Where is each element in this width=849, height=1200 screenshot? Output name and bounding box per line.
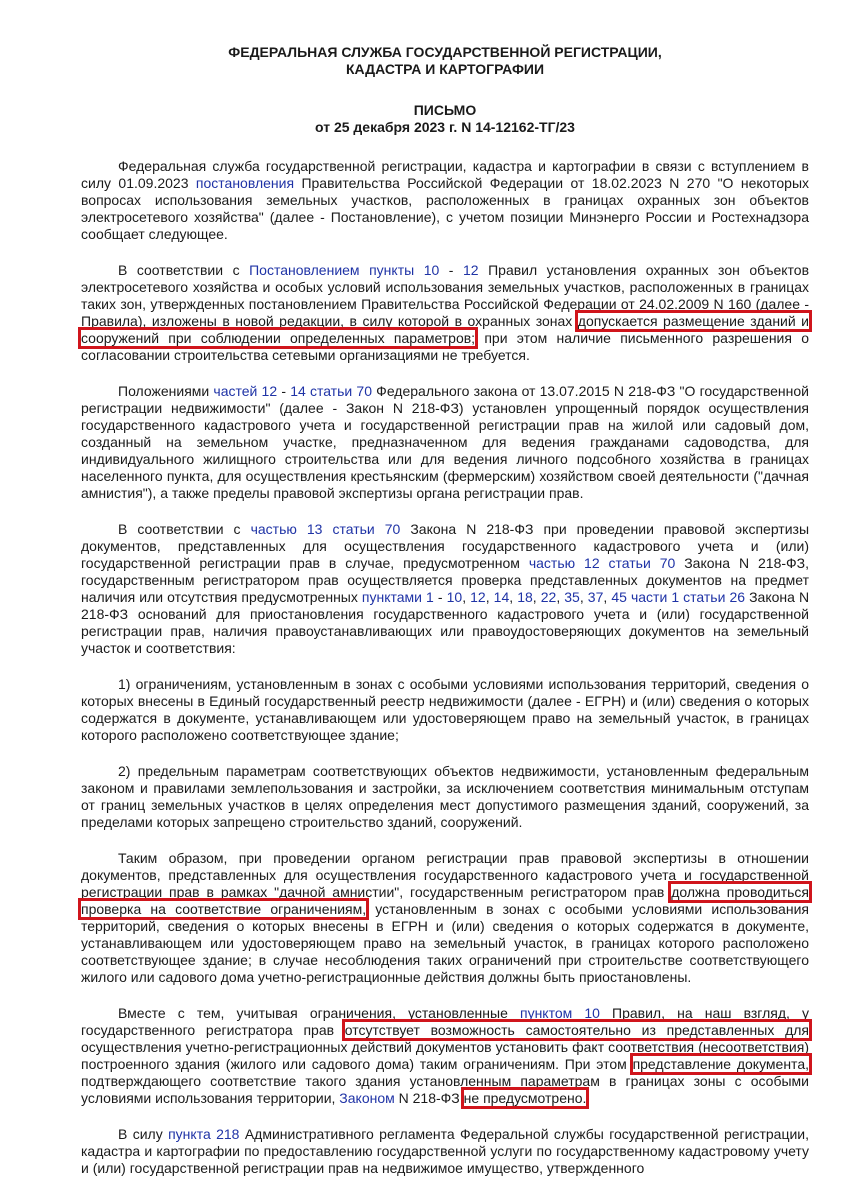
link-punkt-10[interactable]: 10 bbox=[446, 589, 463, 605]
link-punkta-218[interactable]: пункта 218 bbox=[168, 1126, 240, 1142]
link-punkt-35[interactable]: 35 bbox=[564, 589, 580, 605]
highlight-no-possibility: отсутствует возможность самостоятельно из представленных для bbox=[344, 1022, 809, 1038]
link-45-chasti-1-stati-26[interactable]: 45 части 1 статьи 26 bbox=[611, 589, 746, 605]
link-punkt-37[interactable]: 37 bbox=[587, 589, 604, 605]
link-punkt-12[interactable]: 12 bbox=[470, 589, 486, 605]
link-postanovleniem[interactable]: Постановлением bbox=[249, 262, 360, 278]
link-punkt-18[interactable]: 18 bbox=[517, 589, 533, 605]
paragraph-1: Федеральная служба государственной регистрации, кадастра и картографии в связи с вступлением в силу 01.09.2023 постановления Правительства Российской Федерации от 18.02.2023 N 270 "О некоторых вопросах использования земельных участков, расположенных в границах охранных зон объектов электросетевого хозяйства" (далее - Постановление), с учетом позиции Минэнерго России и Ростехнадзора сообщает следующее. bbox=[81, 158, 810, 242]
paragraph-9: В силу пункта 218 Административного регламента Федеральной службы государственной регистрации, кадастра и картографии по предоставлению государственной услуги по государственному кадастровому учету и (или) государственной регистрации прав на недвижимое имущество, утвержденного bbox=[81, 1126, 810, 1176]
letter-page bbox=[81, 44, 809, 1196]
document-type: ПИСЬМО bbox=[413, 102, 477, 118]
agency-name-line2: КАДАСТРА И КАРТОГРАФИИ bbox=[345, 61, 545, 77]
link-punktom-10[interactable]: пунктом 10 bbox=[519, 1005, 600, 1021]
highlight-check-required: должна проводиться проверка на соответствие ограничениям, bbox=[81, 884, 809, 917]
link-zakonom[interactable]: Законом bbox=[339, 1090, 395, 1106]
link-punkt-22[interactable]: 22 bbox=[540, 589, 557, 605]
paragraph-2: В соответствии с Постановлением пункты 10 - 12 Правил установления охранных зон объектов электросетевого хозяйства и особых условий использования земельных участков, расположенных в границах таких зон, утвержденных постановлением Правительства Российской Федерации от 24.02.2009 N 160 (далее - Правила), изложены в новой редакции, в силу которой в охранных зонах допускается размещение зданий и сооружений при соблюдении определенных параметров; при этом наличие письменного разрешения о согласовании строительства сетевыми организациями не требуется. bbox=[81, 262, 810, 363]
paragraph-8: Вместе с тем, учитывая ограничения, установленные пунктом 10 Правил, на наш взгляд, у государственного регистратора прав отсутствует возможность самостоятельно из представленных для осуществления учетно-регистрационных действий документов установить факт соответствия (несоответствия) построенного здания (жилого или садового дома) таким ограничениям. При этом представление документа, подтверждающего соответствие такого здания установленным параметрам в границах зоны с особыми условиями использования территории, Законом N 218-ФЗ не предусмотрено. bbox=[81, 1005, 809, 1106]
paragraph-3: Положениями частей 12 - 14 статьи 70 Федерального закона от 13.07.2015 N 218-ФЗ "О государственной регистрации недвижимости" (далее - Закон N 218-ФЗ) установлен упрощенный порядок осуществления государственного кадастрового учета и государственной регистрации прав на жилой или садовый дом, созданный на земельном участке, предназначенном для ведения гражданами садоводства, для индивидуального жилищного строительства или для ведения личного подсобного хозяйства в границах населенного пункта, для осуществления крестьянским (фермерским) хозяйством своей деятельности ("дачная амнистия"), а также пределы правовой экспертизы органа регистрации прав. bbox=[81, 383, 809, 501]
document-title-block bbox=[81, 102, 809, 136]
list-item-2: 2) предельным параметрам соответствующих объектов недвижимости, установленным федеральным законом и правилами землепользования и застройки, за исключением соответствия минимальным отступам от границ земельных участков в целях определения мест допустимого размещения зданий, сооружений, за пределами которых запрещено строительство зданий, сооружений. bbox=[81, 763, 809, 830]
link-punkt-14[interactable]: 14 bbox=[493, 589, 510, 605]
document-date-number: от 25 декабря 2023 г. N 14-12162-ТГ/23 bbox=[315, 119, 575, 135]
link-chastyu-12-stati-70[interactable]: частью 12 статьи 70 bbox=[528, 555, 676, 571]
link-punkty-10[interactable]: пункты 10 bbox=[369, 262, 440, 278]
highlight-not-provided: не предусмотрено. bbox=[463, 1090, 587, 1106]
agency-name-line1: ФЕДЕРАЛЬНАЯ СЛУЖБА ГОСУДАРСТВЕННОЙ РЕГИСТРАЦИИ, bbox=[228, 44, 662, 60]
paragraph-4: В соответствии с частью 13 статьи 70 Закона N 218-ФЗ при проведении правовой экспертизы документов, представленных для осуществления государственного кадастрового учета и (или) государственной регистрации прав в случае, предусмотренном частью 12 статьи 70 Закона N 218-ФЗ, государственным регистратором прав осуществляется проверка представленных документов на предмет наличия или отсутствия предусмотренных пунктами 1 - 10, 12, 14, 18, 22, 35, 37, 45 части 1 статьи 26 Закона N 218-ФЗ оснований для приостановления государственного кадастрового учета и (или) государственной регистрации прав, наличия правоустанавливающих или правоудостоверяющих документов на земельный участок и соответствия: bbox=[81, 521, 810, 656]
highlight-permitted-placement: допускается размещение зданий и сооружений при соблюдении определенных параметров; bbox=[81, 313, 809, 346]
link-punktami-1[interactable]: пунктами 1 bbox=[361, 589, 434, 605]
paragraph-7: Таким образом, при проведении органом регистрации прав правовой экспертизы в отношении документов, представленных для осуществления государственного кадастрового учета и государственной регистрации прав в рамках "дачной амнистии", государственным регистратором прав должна проводиться проверка на соответствие ограничениям, установленным в зонах с особыми условиями использования территорий, сведения о которых внесены в ЕГРН и (или) сведения о которых содержатся в документе, устанавливающем или удостоверяющем право на земельный участок, в границах которого расположено соответствующее здание; в случае несоблюдения таких ограничений при строительстве соответствующего жилого или садового дома учетно-регистрационные действия должны быть приостановлены. bbox=[81, 850, 809, 985]
link-punkt-12[interactable]: 12 bbox=[462, 262, 479, 278]
link-chastey-12[interactable]: частей 12 bbox=[213, 383, 278, 399]
agency-header bbox=[81, 44, 809, 78]
list-item-1: 1) ограничениям, установленным в зонах с особыми условиями использования территорий, сведения о которых внесены в Единый государственный реестр недвижимости (далее - ЕГРН) и (или) сведения о которых содержатся в документе, устанавливающем или удостоверяющем право на земельный участок, в границах которого расположено соответствующее здание; bbox=[81, 676, 809, 743]
link-14-stati-70[interactable]: 14 статьи 70 bbox=[290, 383, 372, 399]
highlight-document-submission: представление документа, bbox=[632, 1056, 809, 1072]
link-postanovleniya[interactable]: постановления bbox=[195, 175, 295, 191]
link-chastyu-13-stati-70[interactable]: частью 13 статьи 70 bbox=[250, 521, 401, 537]
